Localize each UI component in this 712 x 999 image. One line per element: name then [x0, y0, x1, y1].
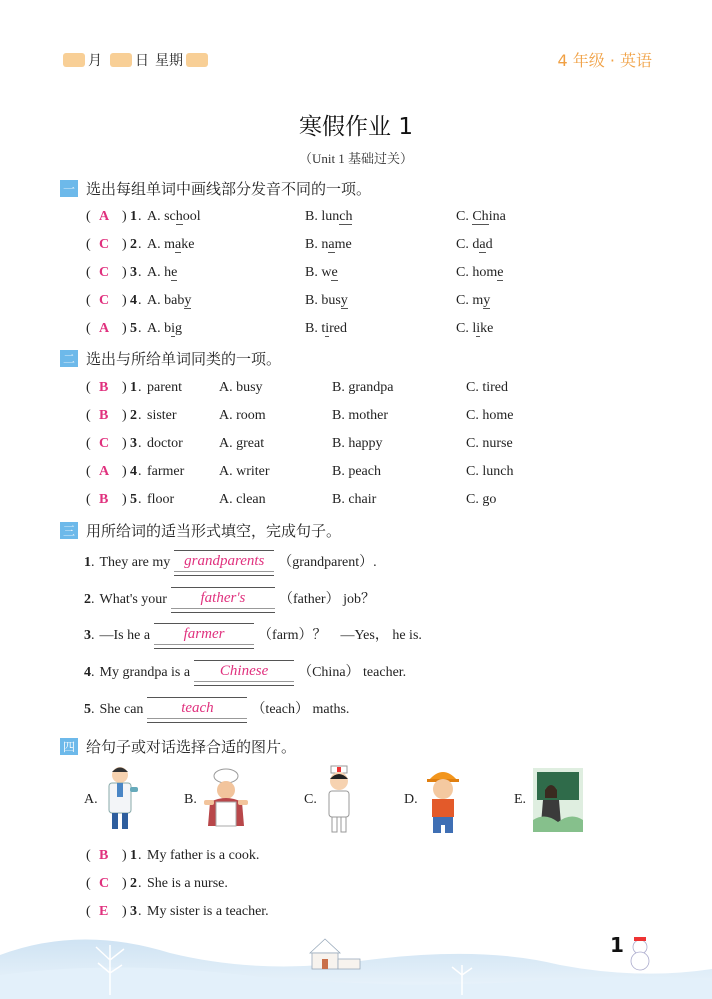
- s2-paren-close: ): [122, 436, 127, 451]
- answer-letter: B: [99, 380, 109, 395]
- picture-label-e: E.: [514, 792, 527, 807]
- picture-label-a: A.: [84, 792, 98, 807]
- question-number: 1: [130, 848, 137, 863]
- teacher-icon: [533, 768, 583, 832]
- option-a: [147, 207, 201, 227]
- answer-blank[interactable]: [171, 585, 275, 615]
- option-c: [456, 319, 493, 339]
- section3-heading: [60, 520, 341, 541]
- option-text: A. sc: [147, 209, 176, 224]
- number-dot: .: [138, 380, 142, 395]
- sentence-start: —Is he a: [99, 628, 151, 643]
- given-word: sister: [147, 408, 177, 423]
- option-text: A. m: [147, 237, 175, 252]
- month-box: [63, 53, 85, 67]
- option-b: B. peach: [332, 464, 381, 479]
- grade-subject: 4 年级 · 英语: [557, 51, 652, 70]
- option-text: ke: [480, 321, 494, 336]
- answer-blank[interactable]: [194, 658, 294, 688]
- s2-question-row: [86, 406, 646, 426]
- option-a: A. great: [219, 436, 265, 451]
- number-dot: .: [91, 665, 95, 680]
- question-number: 5: [130, 321, 137, 336]
- handwritten-answer: teach: [147, 698, 247, 719]
- question-number: 5: [84, 702, 91, 717]
- underlined-letters: i: [171, 321, 176, 336]
- number-dot: .: [91, 555, 95, 570]
- page-number: 1: [610, 933, 624, 957]
- weekday-box: [186, 53, 208, 67]
- answer-letter: C: [99, 436, 110, 451]
- s2-paren-open: (: [86, 492, 91, 507]
- picture-label-b: B.: [184, 792, 197, 807]
- s4-paren-close: ): [122, 848, 127, 863]
- underlined-letters: i: [325, 321, 330, 336]
- option-text: ke: [181, 237, 195, 252]
- s1-question-row: [86, 319, 646, 339]
- section4-badge: 四: [60, 738, 78, 755]
- option-text: ool: [182, 209, 201, 224]
- sentence-text: My sister is a teacher.: [147, 904, 269, 919]
- s4-paren-close: ): [122, 876, 127, 891]
- question-number: 4: [130, 464, 137, 479]
- underlined-letters: y: [483, 293, 491, 308]
- s1-paren-open: (: [86, 321, 91, 336]
- handwritten-answer: farmer: [154, 624, 254, 645]
- option-text: A. b: [147, 321, 172, 336]
- s2-question-row: [86, 378, 646, 398]
- s2-paren-close: ): [122, 380, 127, 395]
- number-dot: .: [138, 876, 142, 891]
- question-number: 1: [84, 555, 91, 570]
- number-dot: .: [138, 464, 142, 479]
- option-text: C. l: [456, 321, 477, 336]
- worker-icon: [424, 766, 462, 834]
- option-b: [305, 207, 352, 227]
- s1-question-row: [86, 291, 646, 311]
- section1-instruction: 选出每组单词中画线部分发音不同的一项。: [86, 180, 372, 198]
- underlined-letters: e: [171, 265, 178, 280]
- underlined-letters: i: [476, 321, 481, 336]
- section2-badge: 二: [60, 350, 78, 367]
- answer-letter: B: [99, 408, 109, 423]
- option-text: g: [175, 321, 183, 336]
- option-text: d: [485, 237, 493, 252]
- underlined-letters: Ch: [472, 209, 489, 224]
- question-number: 3: [130, 904, 137, 919]
- sentence-end: （teach） maths.: [251, 702, 350, 717]
- answer-blank[interactable]: [154, 621, 254, 651]
- answer-letter: C: [99, 876, 110, 891]
- option-text: me: [334, 237, 352, 252]
- s1-question-row: [86, 235, 646, 255]
- s2-paren-open: (: [86, 436, 91, 451]
- underlined-letters: h: [175, 209, 183, 224]
- s1-question-row: [86, 263, 646, 283]
- question-number: 3: [84, 628, 91, 643]
- option-a: [147, 263, 177, 283]
- s3-sentence-row: [84, 658, 406, 688]
- sentence-end: （father） job？: [278, 592, 375, 607]
- option-text: C. d: [456, 237, 480, 252]
- question-number: 2: [130, 876, 137, 891]
- number-dot: .: [138, 848, 142, 863]
- nurse-icon: [322, 765, 356, 835]
- option-text: B. bus: [305, 293, 341, 308]
- answer-letter: A: [99, 209, 110, 224]
- given-word: floor: [147, 492, 175, 507]
- answer-letter: A: [99, 464, 110, 479]
- option-text: A. bab: [147, 293, 185, 308]
- sentence-end: （farm）？ —Yes， he is.: [258, 628, 422, 643]
- s2-paren-open: (: [86, 408, 91, 423]
- option-b: [305, 319, 347, 339]
- option-b: B. chair: [332, 492, 377, 507]
- question-number: 4: [84, 665, 91, 680]
- question-number: 1: [130, 380, 137, 395]
- question-number: 5: [130, 492, 137, 507]
- number-dot: .: [91, 592, 95, 607]
- sentence-end: （China） teacher.: [298, 665, 407, 680]
- s3-sentence-row: [84, 548, 377, 578]
- s2-paren-close: ): [122, 492, 127, 507]
- picture-label-d: D.: [404, 792, 418, 807]
- s4-paren-close: ): [122, 904, 127, 919]
- option-text: red: [329, 321, 348, 336]
- number-dot: .: [138, 321, 142, 336]
- page-title: 寒假作业 1: [299, 114, 413, 140]
- option-b: B. happy: [332, 436, 383, 451]
- option-text: C. m: [456, 293, 484, 308]
- s4-question-row: [86, 846, 646, 866]
- s1-paren-close: ): [122, 209, 127, 224]
- given-word: parent: [147, 380, 182, 395]
- s2-question-row: [86, 462, 646, 482]
- handwritten-answer: grandparents: [174, 551, 274, 572]
- s1-paren-open: (: [86, 237, 91, 252]
- sentence-start: They are my: [99, 555, 171, 570]
- underlined-letters: e: [331, 265, 338, 280]
- weekday-label: 星期: [155, 53, 183, 69]
- underlined-letters: a: [328, 237, 335, 252]
- picture-label-c: C.: [304, 792, 317, 807]
- option-a: A. writer: [219, 464, 270, 479]
- option-text: C.: [456, 209, 473, 224]
- answer-letter: C: [99, 293, 110, 308]
- s4-question-row: [86, 902, 646, 922]
- s4-paren-open: (: [86, 904, 91, 919]
- option-text: B. lun: [305, 209, 340, 224]
- answer-letter: C: [99, 237, 110, 252]
- option-a: [147, 291, 191, 311]
- sentence-text: My father is a cook.: [147, 848, 260, 863]
- s2-paren-close: ): [122, 408, 127, 423]
- answer-letter: C: [99, 265, 110, 280]
- s1-paren-close: ): [122, 293, 127, 308]
- section1-badge: 一: [60, 180, 78, 197]
- number-dot: .: [138, 492, 142, 507]
- winter-scene-decoration: [0, 925, 712, 999]
- s2-paren-close: ): [122, 464, 127, 479]
- s4-question-row: [86, 874, 646, 894]
- s3-sentence-row: [84, 695, 349, 725]
- given-word: farmer: [147, 464, 185, 479]
- sentence-end: （grandparent）.: [278, 555, 377, 570]
- question-number: 4: [130, 293, 137, 308]
- handwritten-answer: father's: [171, 588, 275, 609]
- option-b: B. mother: [332, 408, 388, 423]
- number-dot: .: [91, 702, 95, 717]
- question-number: 1: [130, 209, 137, 224]
- option-b: [305, 291, 348, 311]
- option-text: B. t: [305, 321, 326, 336]
- underlined-letters: y: [340, 293, 348, 308]
- s4-paren-open: (: [86, 848, 91, 863]
- option-a: [147, 319, 182, 339]
- answer-blank[interactable]: [147, 695, 247, 725]
- question-number: 2: [130, 237, 137, 252]
- option-c: C. tired: [466, 380, 508, 395]
- underlined-letters: e: [497, 265, 504, 280]
- s3-sentence-row: [84, 621, 422, 651]
- option-a: A. room: [219, 408, 266, 423]
- option-text: C. hom: [456, 265, 498, 280]
- cook-icon: [202, 768, 250, 832]
- option-text: B. n: [305, 237, 329, 252]
- option-b: [305, 235, 352, 255]
- s2-paren-open: (: [86, 464, 91, 479]
- day-label: 日: [135, 53, 149, 69]
- option-c: [456, 235, 493, 255]
- question-number: 3: [130, 436, 137, 451]
- s1-paren-open: (: [86, 209, 91, 224]
- option-c: [456, 207, 506, 227]
- number-dot: .: [91, 628, 95, 643]
- section3-instruction: 用所给词的适当形式填空，完成句子。: [86, 522, 342, 540]
- answer-blank[interactable]: [174, 548, 274, 578]
- underlined-letters: ch: [339, 209, 353, 224]
- section2-instruction: 选出与所给单词同类的一项。: [86, 350, 282, 368]
- s3-sentence-row: [84, 585, 375, 615]
- s2-question-row: [86, 434, 646, 454]
- sentence-start: What's your: [99, 592, 167, 607]
- question-number: 2: [130, 408, 137, 423]
- underlined-letters: y: [184, 293, 192, 308]
- option-c: [456, 291, 490, 311]
- underlined-letters: a: [479, 237, 486, 252]
- number-dot: .: [138, 904, 142, 919]
- section3-badge: 三: [60, 522, 78, 539]
- option-c: C. home: [466, 408, 514, 423]
- s1-paren-open: (: [86, 293, 91, 308]
- answer-letter: B: [99, 848, 109, 863]
- s4-paren-open: (: [86, 876, 91, 891]
- number-dot: .: [138, 436, 142, 451]
- option-b: [305, 263, 338, 283]
- answer-letter: B: [99, 492, 109, 507]
- option-c: C. nurse: [466, 436, 513, 451]
- s1-paren-close: ): [122, 321, 127, 336]
- option-c: C. go: [466, 492, 497, 507]
- page-subtitle: （Unit 1 基础过关）: [298, 151, 414, 166]
- answer-letter: E: [99, 904, 109, 919]
- handwritten-answer: Chinese: [194, 661, 294, 682]
- month-label: 月: [88, 53, 102, 69]
- option-a: A. clean: [219, 492, 266, 507]
- number-dot: .: [138, 209, 142, 224]
- s1-question-row: [86, 207, 646, 227]
- s2-question-row: [86, 490, 646, 510]
- sentence-start: My grandpa is a: [99, 665, 191, 680]
- option-c: C. lunch: [466, 464, 514, 479]
- option-b: B. grandpa: [332, 380, 394, 395]
- number-dot: .: [138, 237, 142, 252]
- question-number: 3: [130, 265, 137, 280]
- day-box: [110, 53, 132, 67]
- option-c: [456, 263, 503, 283]
- doctor-icon: [100, 765, 140, 833]
- option-a: [147, 235, 194, 255]
- option-text: ina: [488, 209, 506, 224]
- number-dot: .: [138, 265, 142, 280]
- section4-heading: [60, 736, 296, 757]
- s2-paren-open: (: [86, 380, 91, 395]
- question-number: 2: [84, 592, 91, 607]
- option-text: A. h: [147, 265, 172, 280]
- section4-instruction: 给句子或对话选择合适的图片。: [86, 738, 297, 756]
- section2-heading: [60, 348, 281, 369]
- option-a: A. busy: [219, 380, 263, 395]
- sentence-text: She is a nurse.: [147, 876, 228, 891]
- s1-paren-close: ): [122, 265, 127, 280]
- number-dot: .: [138, 408, 142, 423]
- option-text: B. w: [305, 265, 332, 280]
- given-word: doctor: [147, 436, 183, 451]
- answer-letter: A: [99, 321, 110, 336]
- section1-heading: [60, 178, 371, 199]
- sentence-start: She can: [99, 702, 144, 717]
- underlined-letters: a: [175, 237, 182, 252]
- s1-paren-open: (: [86, 265, 91, 280]
- date-line: [60, 50, 211, 70]
- s1-paren-close: ): [122, 237, 127, 252]
- number-dot: .: [138, 293, 142, 308]
